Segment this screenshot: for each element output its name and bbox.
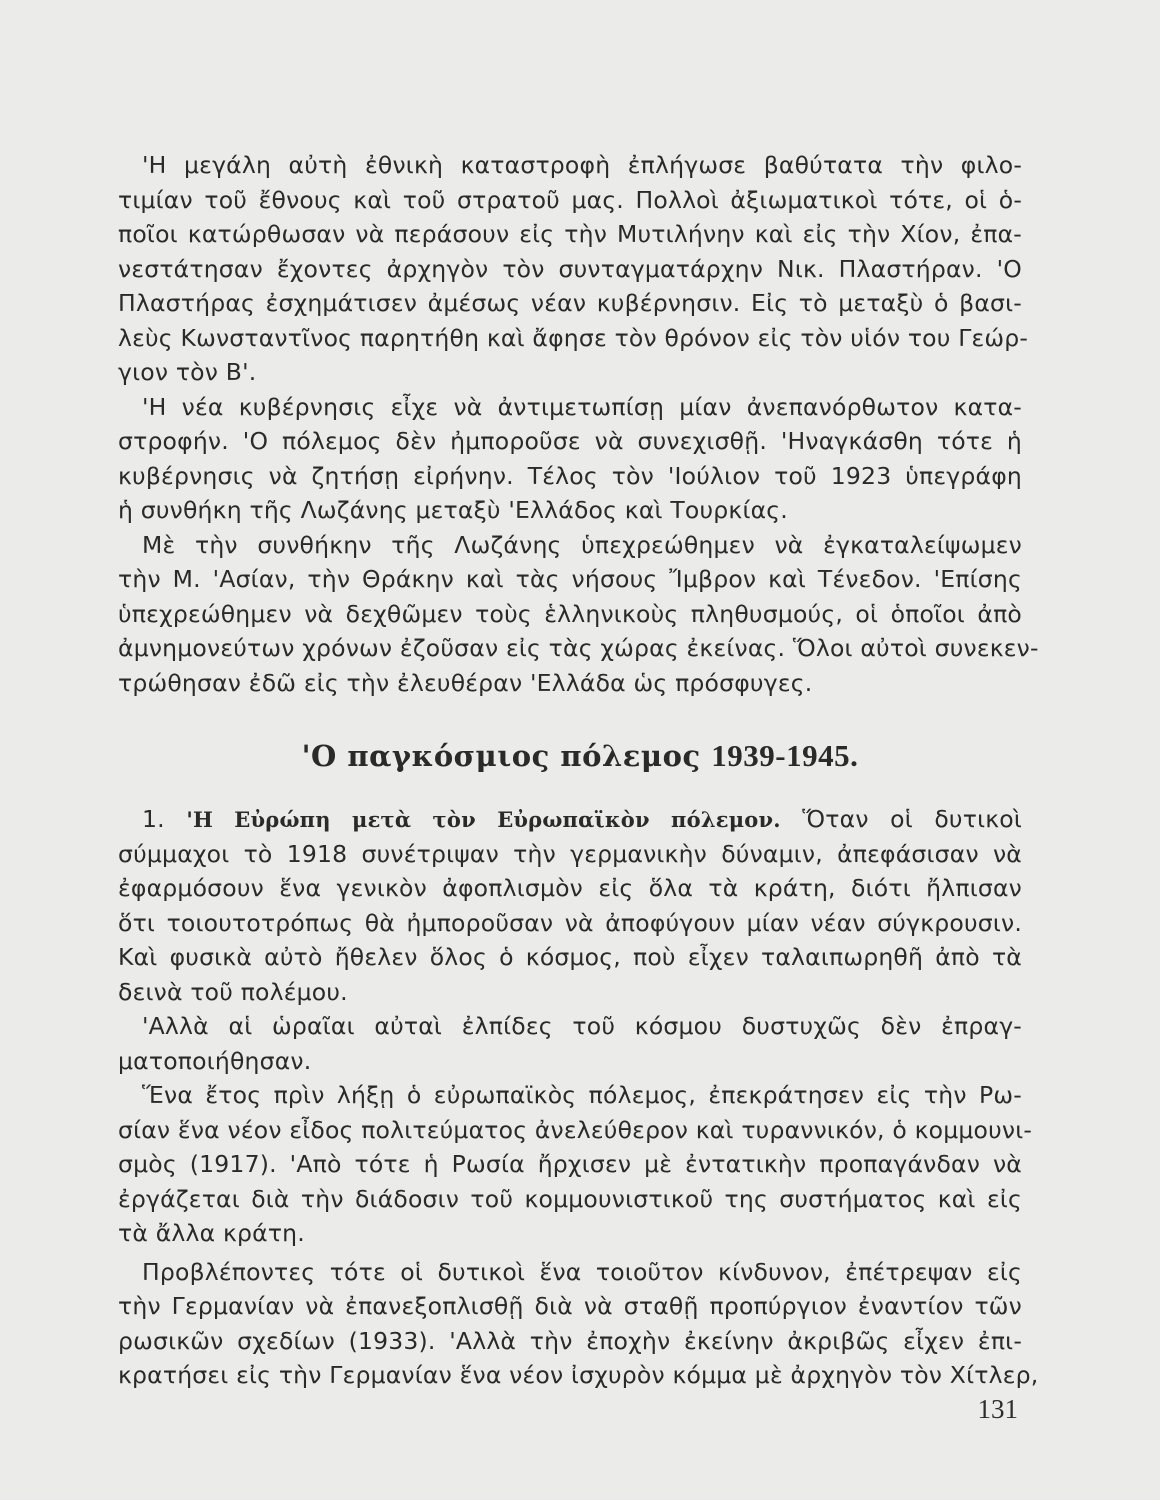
text-line: ποῖοι κατώρθωσαν νὰ περάσουν εἰς τὴν Μυτιλήνην καὶ εἰς τὴν Χίον, ἐπα- (118, 220, 1022, 248)
text-line: 'Αλλὰ αἱ ὡραῖαι αὐταὶ ἐλπίδες τοῦ κόσμου δυστυχῶς δὲν ἐπραγ- (142, 1012, 1022, 1040)
subsection-number: 1. (142, 805, 165, 833)
text-line: 'Η μεγάλη αὐτὴ ἐθνικὴ καταστροφὴ ἐπλήγωσε βαθύτατα τὴν φιλο- (142, 151, 1022, 179)
text-line: ὅτι τοιουτοτρόπως θὰ ἠμποροῦσαν νὰ ἀποφύγουν μίαν νέαν σύγκρουσιν. (118, 908, 1022, 937)
section-heading-text: 'Ο παγκόσμιος πόλεμος (301, 739, 701, 773)
text-line: σύμμαχοι τὸ 1918 συνέτριψαν τὴν γερμανικὴν δύναμιν, ἀπεφάσισαν νὰ (118, 839, 1022, 868)
text-line: τὴν Γερμανίαν νὰ ἐπανεξοπλισθῇ διὰ νὰ σταθῇ προπύργιον ἐναντίον τῶν (118, 1292, 1022, 1320)
text-line: ἐφαρμόσουν ἕνα γενικὸν ἀφοπλισμὸν εἰς ὅλα τὰ κράτη, διότι ἤλπισαν (118, 874, 1022, 902)
text-line: ἀμνημονεύτων χρόνων ἐζοῦσαν εἰς τὰς χώρας ἐκείνας. Ὅλοι αὐτοὶ συνεκεν- (118, 634, 1039, 662)
text-line: κυβέρνησις νὰ ζητήσῃ εἰρήνην. Τέλος τὸν 'Ιούλιον τοῦ 1923 ὑπεγράφη (118, 461, 1022, 490)
section-heading (118, 736, 1022, 776)
paragraph-hopes (118, 1009, 1022, 1078)
paragraph-germany-rearmament (118, 1255, 1039, 1393)
text-line: τὰ ἄλλα κράτη. (118, 1219, 305, 1247)
text-line: ἡ συνθήκη τῆς Λωζάνης μεταξὺ 'Ελλάδος καὶ Τουρκίας. (118, 496, 788, 524)
paragraph-national-catastrophe (118, 148, 1029, 390)
text-line: Προβλέποντες τότε οἱ δυτικοὶ ἕνα τοιοῦτον κίνδυνον, ἐπέτρεψαν εἰς (142, 1257, 1022, 1286)
text-line: ἐργάζεται διὰ τὴν διάδοσιν τοῦ κομμουνιστικοῦ της συστήματος καὶ εἰς (118, 1184, 1022, 1213)
section-heading-years: 1939-1945. (711, 738, 859, 773)
text-line: ὑπεχρεώθημεν νὰ δεχθῶμεν τοὺς ἑλληνικοὺς πληθυσμούς, οἱ ὁποῖοι ἀπὸ (118, 599, 1022, 628)
subsection-first-text: Ὅταν οἱ δυτικοὶ (802, 805, 1022, 833)
text-line: στροφήν. 'Ο πόλεμος δὲν ἠμποροῦσε νὰ συνεχισθῇ. 'Ηναγκάσθη τότε ἡ (118, 427, 1022, 455)
paragraph-communism (118, 1078, 1033, 1251)
subsection-heading: 'Η Εὐρώπη μετὰ τὸν Εὐρωπαϊκὸν πόλεμον. (186, 807, 781, 832)
text-line: δεινὰ τοῦ πολέμου. (118, 977, 348, 1006)
text-line: σμὸς (1917). 'Απὸ τότε ἡ Ρωσία ἤρχισεν μὲ ἐντατικὴν προπαγάνδαν νὰ (118, 1150, 1022, 1178)
text-line: κρατήσει εἰς τὴν Γερμανίαν ἕνα νέον ἰσχυρὸν κόμμα μὲ ἀρχηγὸν τὸν Χίτλερ, (118, 1361, 1039, 1389)
page-number: 131 (977, 1394, 1018, 1424)
text-line: Μὲ τὴν συνθήκην τῆς Λωζάνης ὑπεχρεώθημεν νὰ ἐγκαταλείψωμεν (142, 530, 1022, 559)
paragraph-new-government (118, 390, 1022, 528)
text-line: ρωσικῶν σχεδίων (1933). 'Αλλὰ τὴν ἐποχὴν ἐκείνην ἀκριβῶς εἶχεν ἐπι- (118, 1326, 1022, 1355)
text-line: τρώθησαν ἐδῶ εἰς τὴν ἐλευθέραν 'Ελλάδα ὡς πρόσφυγες. (118, 668, 813, 697)
text-line: νεστάτησαν ἔχοντες ἀρχηγὸν τὸν συνταγματάρχην Νικ. Πλαστήραν. 'Ο (118, 254, 1022, 283)
text-line: λεὺς Κωνσταντῖνος παρητήθη καὶ ἄφησε τὸν θρόνον εἰς τὸν υἱόν του Γεώρ- (118, 323, 1029, 352)
text-line: τιμίαν τοῦ ἔθνους καὶ τοῦ στρατοῦ μας. Πολλοὶ ἀξιωματικοὶ τότε, οἱ ὁ- (118, 185, 1022, 214)
text-line: Πλαστήρας ἐσχημάτισεν ἀμέσως νέαν κυβέρνησιν. Εἰς τὸ μεταξὺ ὁ βασι- (118, 289, 1022, 317)
text-line: σίαν ἕνα νέον εἶδος πολιτεύματος ἀνελεύθερον καὶ τυραννικόν, ὁ κομμουνι- (118, 1115, 1033, 1144)
text-line: Ἕνα ἔτος πρὶν λήξῃ ὁ εὐρωπαϊκὸς πόλεμος, ἐπεκράτησεν εἰς τὴν Ρω- (142, 1081, 1022, 1109)
text-line: 'Η νέα κυβέρνησις εἶχε νὰ ἀντιμετωπίσῃ μίαν ἀνεπανόρθωτον κατα- (142, 392, 1022, 421)
paragraph-europe-after-war (118, 802, 1022, 1009)
text-line: τὴν Μ. 'Ασίαν, τὴν Θράκην καὶ τὰς νήσους Ἴμβρον καὶ Τένεδον. 'Επίσης (118, 565, 1022, 593)
text-line: ματοποιήθησαν. (118, 1046, 312, 1075)
text-line: Καὶ φυσικὰ αὐτὸ ἤθελεν ὅλος ὁ κόσμος, ποὺ εἶχεν ταλαιπωρηθῆ ἀπὸ τὰ (118, 943, 1022, 971)
text-line (118, 802, 1022, 837)
text-line: γιον τὸν Β'. (118, 358, 257, 386)
paragraph-lausanne-treaty (118, 528, 1039, 701)
